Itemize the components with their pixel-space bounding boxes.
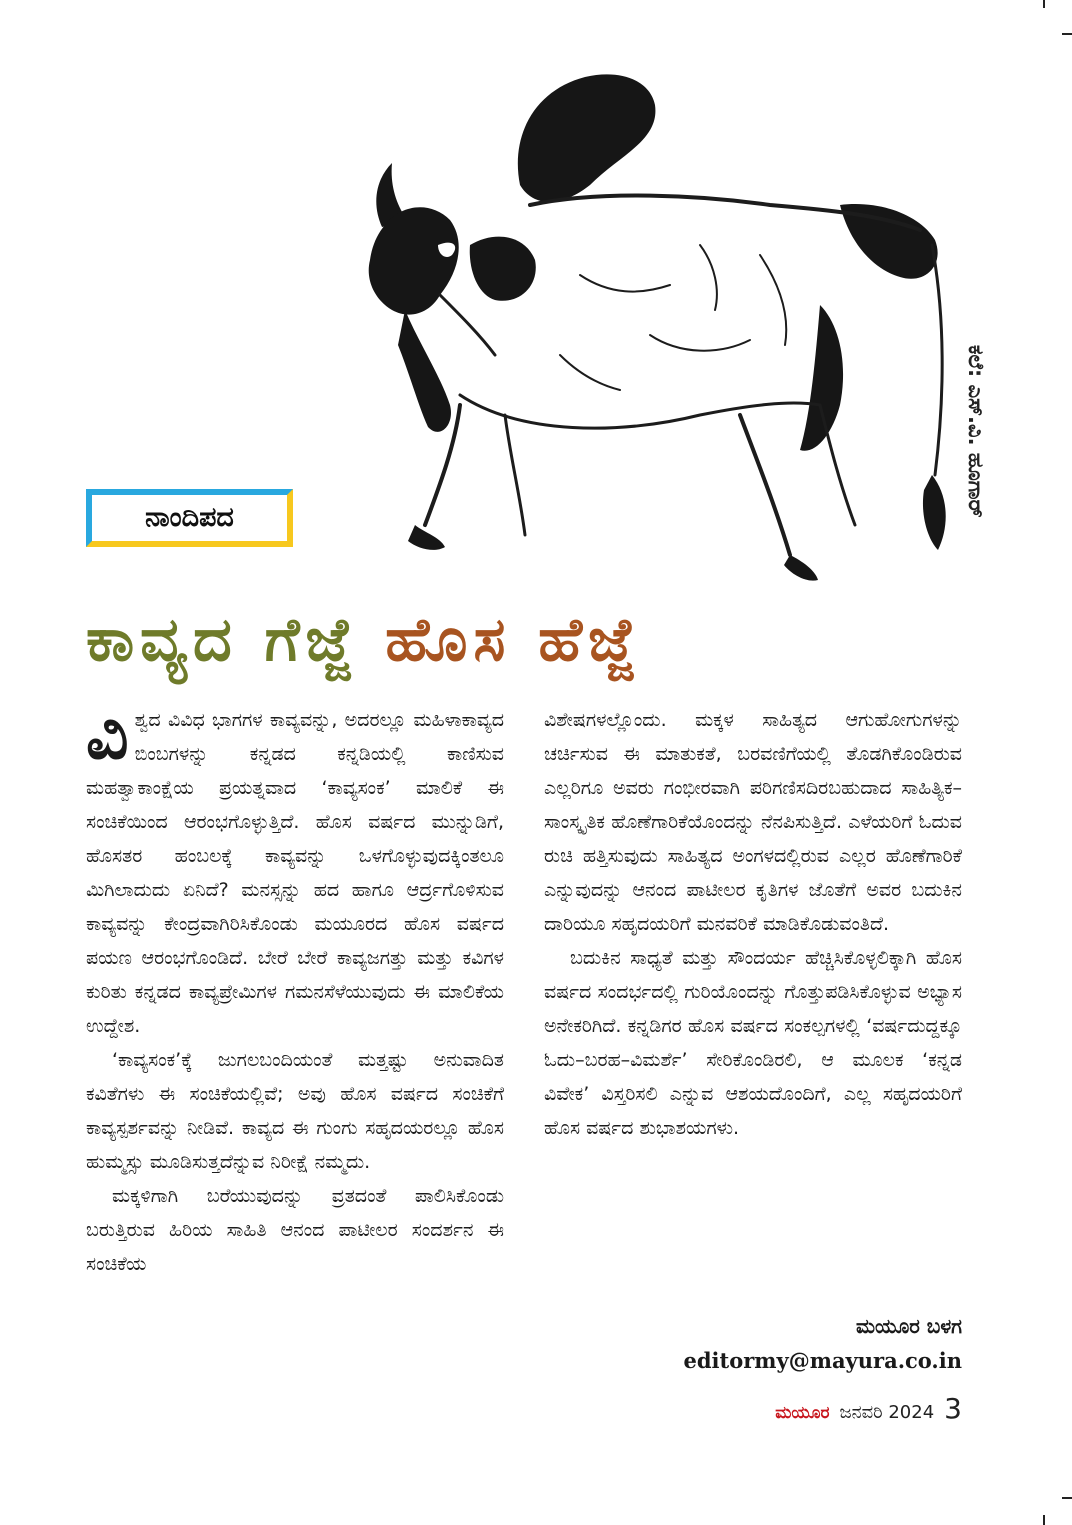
bull-texture-4 [760, 255, 786, 345]
crop-mark-bottom-right [1043, 1515, 1045, 1525]
bull-front-hoof [408, 525, 445, 550]
bull-illustration [320, 55, 970, 610]
article-paragraph: ‘ಕಾವ್ಯಸಂಕ’ಕ್ಕೆ ಜುಗಲಬಂದಿಯಂತೆ ಮತ್ತಷ್ಟು ಅನುವಾದಿತ ಕವಿತೆಗಳು ಈ ಸಂಚಿಕೆಯಲ್ಲಿವೆ; ಅವು ಹೊಸ ವರ್ಷದ ಸಂಚಿಕೆಗೆ ಕಾವ್ಯಸ್ಪರ್ಶವನ್ನು ನೀಡಿವೆ. ಕಾವ್ಯದ ಈ ಗುಂಗು ಸಹೃದಯರಲ್ಲೂ ಹೊಸ ಹುಮ್ಮಸ್ಸು ಮೂಡಿಸುತ್ತದೆನ್ನುವ ನಿರೀಕ್ಷೆ ನಮ್ಮದು. [86, 1049, 504, 1173]
bull-neck-line [440, 295, 495, 355]
issue-month: ಜನವರಿ 2024 [839, 1402, 935, 1423]
signature-name: ಮಯೂರ ಬಳಗ [856, 1314, 962, 1338]
bull-tail-tuft [923, 475, 946, 550]
article-column-right [544, 703, 962, 1145]
headline [86, 600, 966, 680]
page-footer [700, 1392, 962, 1428]
section-tag [86, 489, 293, 547]
bull-hind-leg-right [820, 405, 855, 525]
bull-texture-1 [580, 275, 670, 292]
article-paragraph: ವಿಶೇಷಗಳಲ್ಲೊಂದು. ಮಕ್ಕಳ ಸಾಹಿತ್ಯದ ಆಗುಹೋಗುಗಳನ್ನು ಚರ್ಚಿಸುವ ಈ ಮಾತುಕತೆ, ಬರವಣಿಗೆಯಲ್ಲಿ ತೊಡಗಿಕೊಂಡಿರುವ ಎಲ್ಲರಿಗೂ ಅವರು ಗಂಭೀರವಾಗಿ ಪರಿಗಣಿಸದಿರಬಹುದಾದ ಸಾಹಿತ್ಯಿಕ–ಸಾಂಸ್ಕೃತಿಕ ಹೊಣೆಗಾರಿಕೆಯೊಂದನ್ನು ನೆನಪಿಸುತ್ತಿದೆ. ಎಳೆಯರಿಗೆ ಓದುವ ರುಚಿ ಹತ್ತಿಸುವುದು ಸಾಹಿತ್ಯದ ಅಂಗಳದಲ್ಲಿರುವ ಎಲ್ಲರ ಹೊಣೆಗಾರಿಕೆ ಎನ್ನುವುದನ್ನು ಆನಂದ ಪಾಟೀಲರ ಕೃತಿಗಳ ಜೊತೆಗೆ ಅವರ ಬದುಕಿನ ದಾರಿಯೂ ಸಹೃದಯರಿಗೆ ಮನವರಿಕೆ ಮಾಡಿಕೊಡುವಂತಿದೆ. [544, 709, 962, 935]
bull-belly-line [460, 395, 820, 428]
bull-tail [932, 245, 942, 475]
headline-part-1: ಕಾವ್ಯದ ಗೆಜ್ಜೆ [86, 605, 359, 675]
article-column-left [86, 697, 504, 1281]
crop-mark-right-upper [1062, 33, 1072, 35]
drop-cap: ವಿ [86, 697, 129, 774]
bull-hind-leg-left [740, 415, 790, 555]
bull-back-hoof [784, 555, 818, 581]
bull-hindquarter-shade [800, 305, 843, 451]
page-number: 3 [944, 1392, 962, 1425]
bull-dewlap [398, 310, 451, 432]
bull-front-leg-right [505, 415, 525, 535]
bull-hump [518, 74, 656, 202]
crop-mark-right-lower [1062, 1497, 1072, 1499]
bull-texture-3 [560, 355, 620, 390]
illustration-credit: ಕಲೆ: ಎಸ್.ವಿ. ಹೂಗಾರ್ [964, 345, 988, 518]
crop-mark-top-right [1043, 0, 1045, 8]
article-paragraph [86, 697, 504, 1043]
headline-part-2: ಹೊಸ ಹೆಜ್ಜೆ [385, 605, 641, 675]
signature-email[interactable]: editormy@mayura.co.in [683, 1348, 962, 1373]
article-paragraph: ಮಕ್ಕಳಿಗಾಗಿ ಬರೆಯುವುದನ್ನು ವ್ರತದಂತೆ ಪಾಲಿಸಿಕೊಂಡು ಬರುತ್ತಿರುವ ಹಿರಿಯ ಸಾಹಿತಿ ಆನಂದ ಪಾಟೀಲರ ಸಂದರ್ಶನ ಈ ಸಂಚಿಕೆಯ [86, 1185, 504, 1275]
bull-texture-2 [650, 335, 750, 351]
bull-shoulder-patch [470, 237, 536, 301]
bull-texture-5 [700, 245, 717, 310]
paragraph-text: ಶ್ವದ ವಿವಿಧ ಭಾಗಗಳ ಕಾವ್ಯವನ್ನು, ಅದರಲ್ಲೂ ಮಹಿಳಾಕಾವ್ಯದ ಬಿಂಬಗಳನ್ನು ಕನ್ನಡದ ಕನ್ನಡಿಯಲ್ಲಿ ಕಾಣಿಸುವ ಮಹತ್ವಾಕಾಂಕ್ಷೆಯ ಪ್ರಯತ್ನವಾದ ‘ಕಾವ್ಯಸಂಕ’ ಮಾಲಿಕೆ ಈ ಸಂಚಿಕೆಯಿಂದ ಆರಂಭಗೊಳ್ಳುತ್ತಿದೆ. ಹೊಸ ವರ್ಷದ ಮುನ್ನುಡಿಗೆ, ಹೊಸತರ ಹಂಬಲಕ್ಕೆ ಕಾವ್ಯವನ್ನು ಒಳಗೊಳ್ಳುವುದಕ್ಕಿಂತಲೂ ಮಿಗಿಲಾದುದು ಏನಿದೆ? ಮನಸ್ಸನ್ನು ಹದ ಹಾಗೂ ಆರ್ದ್ರಗೊಳಿಸುವ ಕಾವ್ಯವನ್ನು ಕೇಂದ್ರವಾಗಿರಿಸಿಕೊಂಡು ಮಯೂರದ ಹೊಸ ವರ್ಷದ ಪಯಣ ಆರಂಭಗೊಂಡಿದೆ. ಬೇರೆ ಬೇರೆ ಕಾವ್ಯಜಗತ್ತು ಮತ್ತು ಕವಿಗಳ ಕುರಿತು ಕನ್ನಡದ ಕಾವ್ಯಪ್ರೇಮಿಗಳ ಗಮನಸೆಳೆಯುವುದು ಈ ಮಾಲಿಕೆಯ ಉದ್ದೇಶ. [86, 709, 504, 1037]
section-tag-label: ನಾಂದಿಪದ [145, 502, 234, 533]
article-paragraph: ಬದುಕಿನ ಸಾಧ್ಯತೆ ಮತ್ತು ಸೌಂದರ್ಯ ಹೆಚ್ಚಿಸಿಕೊಳ್ಳಲಿಕ್ಕಾಗಿ ಹೊಸ ವರ್ಷದ ಸಂದರ್ಭದಲ್ಲಿ ಗುರಿಯೊಂದನ್ನು ಗೊತ್ತುಪಡಿಸಿಕೊಳ್ಳುವ ಅಭ್ಯಾಸ ಅನೇಕರಿಗಿದೆ. ಕನ್ನಡಿಗರ ಹೊಸ ವರ್ಷದ ಸಂಕಲ್ಪಗಳಲ್ಲಿ ‘ವರ್ಷದುದ್ದಕ್ಕೂ ಓದು–ಬರಹ–ವಿಮರ್ಶೆ’ ಸೇರಿಕೊಂಡಿರಲಿ, ಆ ಮೂಲಕ ‘ಕನ್ನಡ ವಿವೇಕ’ ವಿಸ್ತರಿಸಲಿ ಎನ್ನುವ ಆಶಯದೊಂದಿಗೆ, ಎಲ್ಲ ಸಹೃದಯರಿಗೆ ಹೊಸ ವರ್ಷದ ಶುಭಾಶಯಗಳು. [544, 947, 962, 1139]
magazine-brand: ಮಯೂರ [775, 1403, 830, 1423]
